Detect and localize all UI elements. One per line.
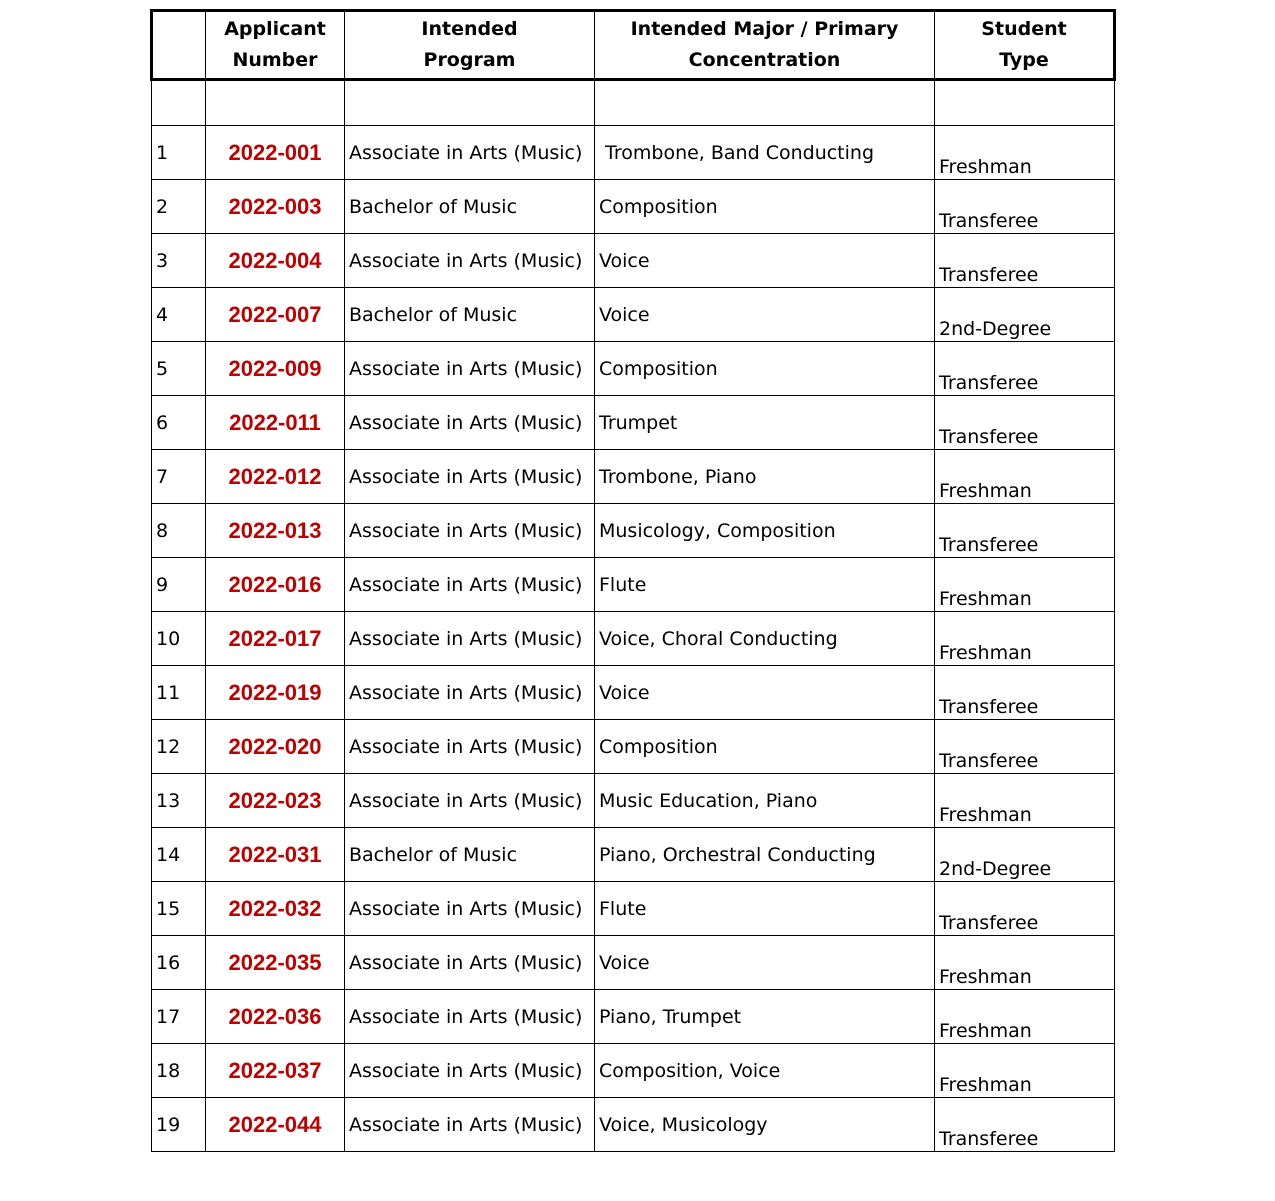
intended-major: Composition, Voice <box>595 1044 935 1098</box>
intended-program: Bachelor of Music <box>345 180 595 234</box>
row-number: 10 <box>152 612 206 666</box>
header-row <box>152 11 1115 80</box>
header-type-line-2: Type <box>999 49 1049 71</box>
header-applicant-line-2: Number <box>232 49 318 71</box>
intended-program: Associate in Arts (Music) <box>345 774 595 828</box>
table-row <box>152 126 1115 180</box>
table-row <box>152 612 1115 666</box>
header-index <box>152 11 206 80</box>
row-number: 9 <box>152 558 206 612</box>
intended-major: Piano, Trumpet <box>595 990 935 1044</box>
student-type: Transferee <box>935 720 1115 774</box>
intended-program: Bachelor of Music <box>345 288 595 342</box>
applicant-number: 2022-016 <box>206 558 345 612</box>
row-number: 13 <box>152 774 206 828</box>
empty-cell <box>935 80 1115 126</box>
intended-program: Associate in Arts (Music) <box>345 612 595 666</box>
student-type: Freshman <box>935 450 1115 504</box>
intended-major: Voice <box>595 288 935 342</box>
intended-program: Associate in Arts (Music) <box>345 882 595 936</box>
intended-major: Voice, Choral Conducting <box>595 612 935 666</box>
applicant-number: 2022-032 <box>206 882 345 936</box>
intended-major: Flute <box>595 558 935 612</box>
applicant-number: 2022-012 <box>206 450 345 504</box>
table-row <box>152 774 1115 828</box>
student-type: Transferee <box>935 342 1115 396</box>
student-type: Freshman <box>935 936 1115 990</box>
intended-major: Composition <box>595 720 935 774</box>
intended-major: Voice <box>595 666 935 720</box>
header-applicant-number <box>206 11 345 80</box>
intended-program: Associate in Arts (Music) <box>345 450 595 504</box>
student-type: Freshman <box>935 1044 1115 1098</box>
intended-program: Associate in Arts (Music) <box>345 558 595 612</box>
row-number: 18 <box>152 1044 206 1098</box>
intended-major: Voice, Musicology <box>595 1098 935 1152</box>
applicant-number: 2022-017 <box>206 612 345 666</box>
intended-major: Trombone, Band Conducting <box>595 126 935 180</box>
row-number: 2 <box>152 180 206 234</box>
applicant-number: 2022-044 <box>206 1098 345 1152</box>
student-type: Freshman <box>935 774 1115 828</box>
table-row <box>152 342 1115 396</box>
student-type: 2nd-Degree <box>935 288 1115 342</box>
applicant-number: 2022-007 <box>206 288 345 342</box>
table-body <box>152 80 1115 1152</box>
intended-major: Musicology, Composition <box>595 504 935 558</box>
applicant-number: 2022-036 <box>206 990 345 1044</box>
table-row <box>152 1044 1115 1098</box>
row-number: 7 <box>152 450 206 504</box>
student-type: Transferee <box>935 504 1115 558</box>
intended-major: Trombone, Piano <box>595 450 935 504</box>
applicant-number: 2022-013 <box>206 504 345 558</box>
header-student-type <box>935 11 1115 80</box>
applicant-number: 2022-004 <box>206 234 345 288</box>
row-number: 15 <box>152 882 206 936</box>
student-type: Freshman <box>935 612 1115 666</box>
intended-major: Composition <box>595 180 935 234</box>
applicant-number: 2022-023 <box>206 774 345 828</box>
intended-program: Associate in Arts (Music) <box>345 720 595 774</box>
row-number: 6 <box>152 396 206 450</box>
row-number: 11 <box>152 666 206 720</box>
intended-program: Associate in Arts (Music) <box>345 396 595 450</box>
student-type: Transferee <box>935 1098 1115 1152</box>
table-row <box>152 558 1115 612</box>
row-number: 3 <box>152 234 206 288</box>
applicant-number: 2022-019 <box>206 666 345 720</box>
student-type: Transferee <box>935 666 1115 720</box>
header-major-line-2: Concentration <box>688 49 841 71</box>
applicant-number: 2022-037 <box>206 1044 345 1098</box>
row-number: 8 <box>152 504 206 558</box>
intended-major: Flute <box>595 882 935 936</box>
empty-cell <box>152 80 206 126</box>
intended-program: Associate in Arts (Music) <box>345 1044 595 1098</box>
empty-cell <box>206 80 345 126</box>
table-row <box>152 450 1115 504</box>
student-type: Transferee <box>935 882 1115 936</box>
applicant-number: 2022-035 <box>206 936 345 990</box>
applicant-number: 2022-003 <box>206 180 345 234</box>
row-number: 19 <box>152 1098 206 1152</box>
intended-program: Associate in Arts (Music) <box>345 234 595 288</box>
table-row <box>152 882 1115 936</box>
header-program-line-2: Program <box>423 49 516 71</box>
header-type-line-1: Student <box>981 18 1067 40</box>
header-intended-major <box>595 11 935 80</box>
intended-program: Associate in Arts (Music) <box>345 990 595 1044</box>
student-type: Transferee <box>935 396 1115 450</box>
table-row <box>152 666 1115 720</box>
table-row <box>152 396 1115 450</box>
intended-major: Voice <box>595 936 935 990</box>
table-row <box>152 990 1115 1044</box>
header-program-line-1: Intended <box>421 18 518 40</box>
table-row <box>152 936 1115 990</box>
applicant-number: 2022-011 <box>206 396 345 450</box>
intended-program: Associate in Arts (Music) <box>345 126 595 180</box>
applicant-number: 2022-031 <box>206 828 345 882</box>
empty-row <box>152 80 1115 126</box>
table-row <box>152 234 1115 288</box>
intended-program: Associate in Arts (Music) <box>345 342 595 396</box>
intended-major: Piano, Orchestral Conducting <box>595 828 935 882</box>
applicants-table <box>150 9 1116 1152</box>
table-row <box>152 504 1115 558</box>
applicant-number: 2022-009 <box>206 342 345 396</box>
applicant-number: 2022-001 <box>206 126 345 180</box>
student-type: Transferee <box>935 234 1115 288</box>
student-type: Freshman <box>935 126 1115 180</box>
row-number: 17 <box>152 990 206 1044</box>
intended-program: Associate in Arts (Music) <box>345 666 595 720</box>
header-major-line-1: Intended Major / Primary <box>630 18 899 40</box>
intended-program: Associate in Arts (Music) <box>345 1098 595 1152</box>
intended-program: Associate in Arts (Music) <box>345 504 595 558</box>
table-row <box>152 720 1115 774</box>
row-number: 5 <box>152 342 206 396</box>
table-row <box>152 1098 1115 1152</box>
student-type: Freshman <box>935 990 1115 1044</box>
applicant-number: 2022-020 <box>206 720 345 774</box>
row-number: 16 <box>152 936 206 990</box>
intended-program: Bachelor of Music <box>345 828 595 882</box>
row-number: 14 <box>152 828 206 882</box>
student-type: Freshman <box>935 558 1115 612</box>
intended-program: Associate in Arts (Music) <box>345 936 595 990</box>
intended-major: Voice <box>595 234 935 288</box>
header-applicant-line-1: Applicant <box>224 18 326 40</box>
table-row <box>152 288 1115 342</box>
intended-major: Trumpet <box>595 396 935 450</box>
table-row <box>152 828 1115 882</box>
empty-cell <box>345 80 595 126</box>
row-number: 4 <box>152 288 206 342</box>
student-type: Transferee <box>935 180 1115 234</box>
table-row <box>152 180 1115 234</box>
intended-major: Composition <box>595 342 935 396</box>
row-number: 1 <box>152 126 206 180</box>
empty-cell <box>595 80 935 126</box>
intended-major: Music Education, Piano <box>595 774 935 828</box>
student-type: 2nd-Degree <box>935 828 1115 882</box>
row-number: 12 <box>152 720 206 774</box>
header-intended-program <box>345 11 595 80</box>
